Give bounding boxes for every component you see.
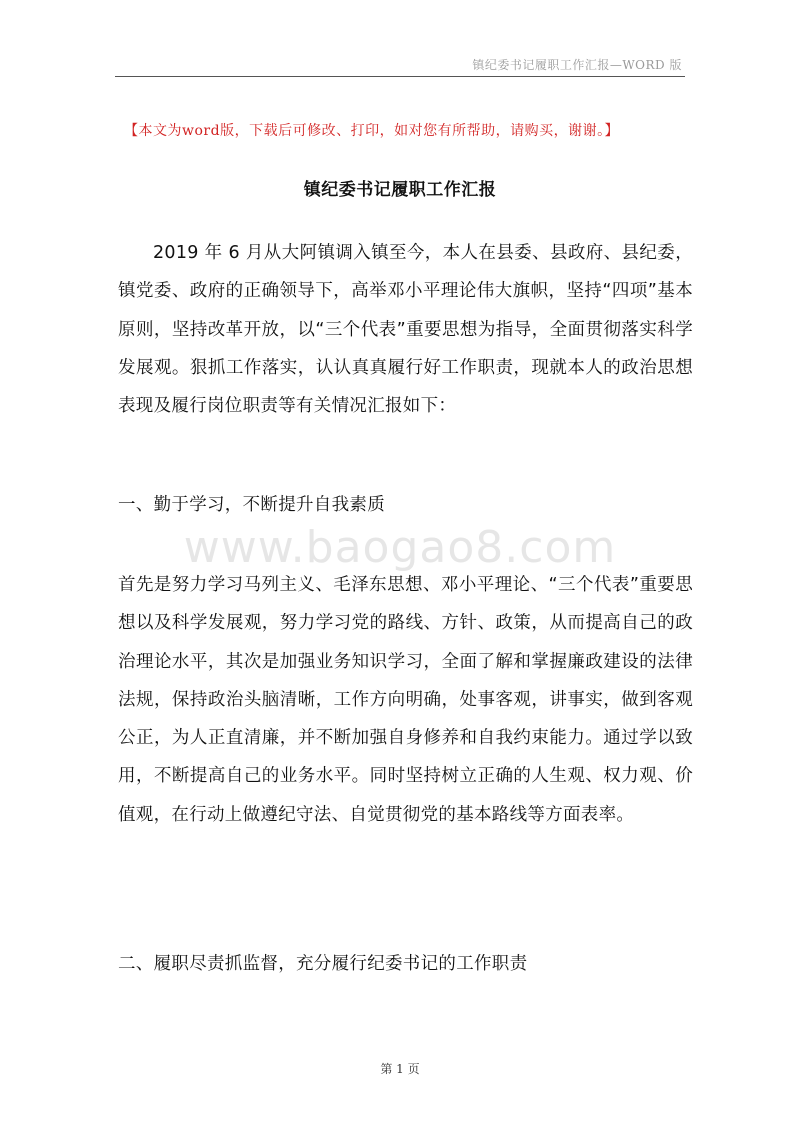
watermark: www.baogao8.com: [183, 522, 617, 573]
section-heading-2: 二、履职尽责抓监督，充分履行纪委书记的工作职责: [118, 954, 528, 974]
section-heading-1: 一、勤于学习，不断提升自我素质: [118, 495, 385, 515]
intro-paragraph: 2019 年 6 月从大阿镇调入镇至今，本人在县委、县政府、县纪委，镇党委、政府的正确领导下，高举邓小平理论伟大旗帜，坚持“四项”基本原则，坚持改革开放，以“三个代表”重要思想为指导，全面贯彻落实科学发展观。狠抓工作落实，认认真真履行好工作职责，现就本人的政治思想表现及履行岗位职责等有关情况汇报如下：: [118, 243, 693, 417]
purchase-notice: 【本文为word版，下载后可修改、打印，如对您有所帮助，请购买，谢谢。】: [124, 123, 620, 139]
document-title: 镇纪委书记履职工作汇报: [303, 180, 497, 200]
document-header: 镇纪委书记履职工作汇报—WORD 版: [472, 58, 682, 72]
header-divider: [115, 76, 685, 77]
page-number: 第 1 页: [380, 1062, 420, 1076]
section-1-paragraph: 首先是努力学习马列主义、毛泽东思想、邓小平理论、“三个代表”重要思想以及科学发展观，努力学习党的路线、方针、政策，从而提高自己的政治理论水平，其次是加强业务知识学习，全面了解和掌握廉政建设的法律法规，保持政治头脑清晰，工作方向明确，处事客观，讲事实，做到客观公正，为人正直清廉，并不断加强自身修养和自我约束能力。通过学以致用，不断提高自己的业务水平。同时坚持树立正确的人生观、权力观、价值观，在行动上做遵纪守法、自觉贯彻党的基本路线等方面表率。: [118, 575, 693, 825]
